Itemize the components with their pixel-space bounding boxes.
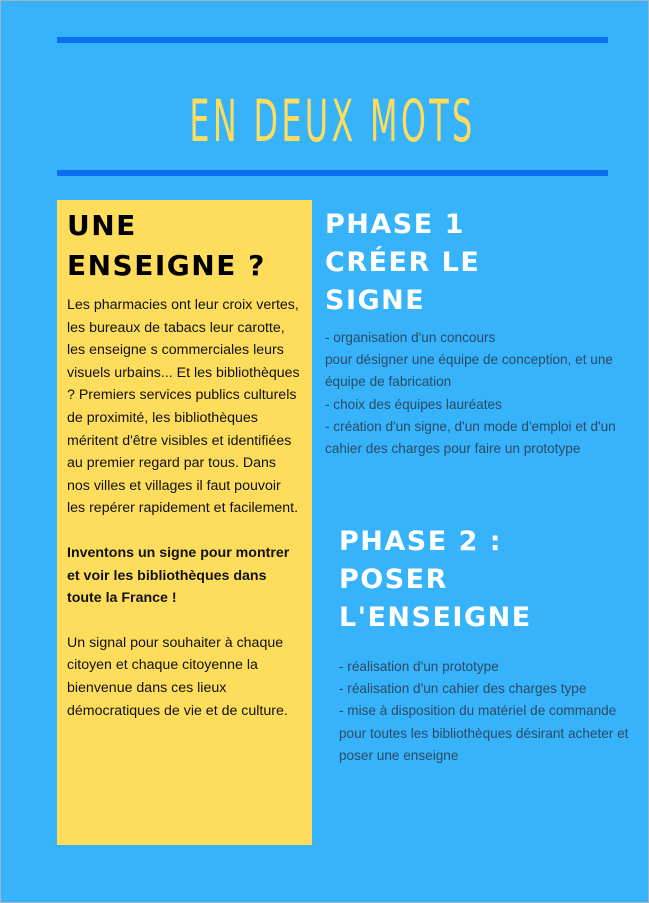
phase1-item: - création d'un signe, d'un mode d'emploi et d'un cahier des charges pour faire un prototype	[325, 418, 616, 457]
enseigne-paragraph-2: Inventons un signe pour montrer et voir les bibliothèques dans toute la France !	[67, 544, 290, 607]
phase2-heading-line2: POSER	[339, 564, 448, 595]
phase2-item: - réalisation d'un prototype	[339, 659, 499, 674]
phase1-list	[325, 327, 625, 460]
phase1-item: pour désigner une équipe de conception, et une équipe de fabrication	[325, 352, 613, 390]
enseigne-paragraph-1: Les pharmacies ont leur croix vertes, les bureaux de tabacs leur carotte, les enseigne s commerciales leurs visuels urbains... Et les bibliothèques ? Premiers services publics culturels de proximité, les bibliothèques méritent d'être visibles et identifiées au premier regard par tous. Dans nos villes et villages il faut pouvoir les repérer rapidement et facilement.	[67, 297, 300, 517]
phase1-item: - organisation d'un concours	[325, 330, 496, 345]
phase1-heading-line3: SIGNE	[325, 285, 426, 316]
phase1-heading-line1: PHASE 1	[325, 209, 465, 240]
phase2-item: - réalisation d'un cahier des charges type	[339, 681, 587, 697]
enseigne-paragraph-3: Un signal pour souhaiter à chaque citoyen et chaque citoyenne la bienvenue dans ces lieux démocratiques de vie et de culture.	[67, 634, 288, 719]
page-title: EN DEUX MOTS	[189, 87, 476, 155]
phase1-heading-line2: CRÉER LE	[325, 247, 481, 278]
phase2-heading-line1: PHASE 2 :	[339, 526, 503, 557]
enseigne-heading: UNE ENSEIGNE ?	[67, 209, 266, 282]
phase2-heading-line3: L'ENSEIGNE	[339, 602, 532, 633]
phase2-list	[339, 656, 629, 767]
bottom-rule	[57, 170, 608, 176]
phase2-heading	[339, 523, 532, 637]
top-rule	[57, 37, 608, 43]
phase1-heading	[325, 206, 480, 320]
phase1-item: - choix des équipes lauréates	[325, 396, 502, 412]
phase2-item: - mise à disposition du matériel de commande pour toutes les bibliothèques désirant acheter et poser une enseigne	[339, 703, 629, 763]
enseigne-box	[57, 200, 312, 845]
